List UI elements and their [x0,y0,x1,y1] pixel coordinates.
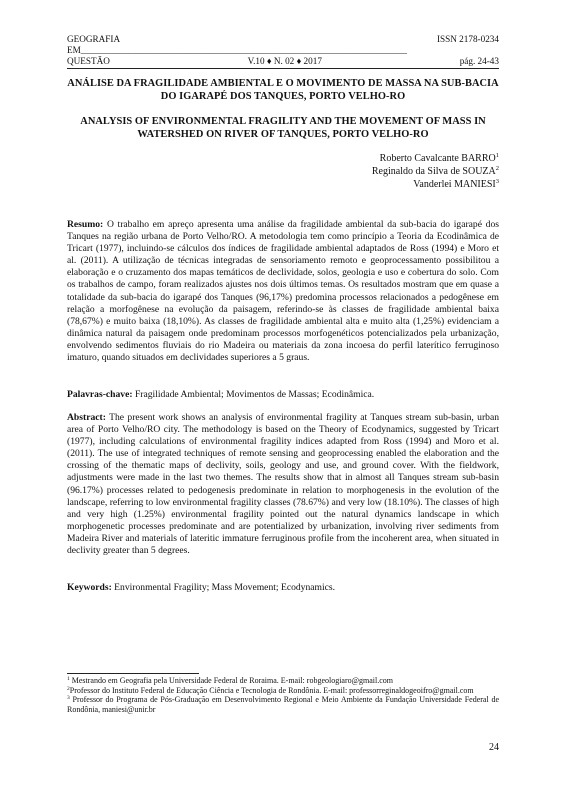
author-1: Roberto Cavalcante BARRO$^1$ [379,152,499,164]
issn: ISSN 2178-0234 [436,34,499,44]
author-list [372,152,499,191]
footnote-2: $^2$Professor do Instituto Federal de Educação Ciência e Tecnologia de Rondônia. E-mail: professorreginaldogeoifro@gmail.com [67,685,474,695]
title-english: ANALYSIS OF ENVIRONMENTAL FRAGILITY AND THE MOVEMENT OF MASS IN WATERSHED ON RIVER OF TANQUES, PORTO VELHO-RO [80,116,486,140]
header-rule [67,68,499,69]
keywords [67,582,499,594]
footnote-1: $^1$ Mestrando em Geografia pela Universidade Federal de Roraima. E-mail: robgeologiaro@gmail.com [67,676,394,685]
journal-name-line1: GEOGRAFIA [67,34,121,44]
journal-name-line3: QUESTÃO [67,56,110,66]
footnote-rule [67,673,199,674]
palavras-text: Fragilidade Ambiental; Movimentos de Massas; Ecodinâmica. [132,389,375,400]
author-3: Vanderlei MANIESI$^3$ [413,178,499,190]
keywords-label: Keywords: [67,582,112,593]
keywords-text: Environmental Fragility; Mass Movement; Ecodynamics. [111,582,336,593]
resumo-label: Resumo: [67,219,104,230]
abstract-label: Abstract: [67,412,106,423]
title-portuguese: ANÁLISE DA FRAGILIDADE AMBIENTAL E O MOVIMENTO DE MASSA NA SUB-BACIA DO IGARAPÉ DOS TANQUES, PORTO VELHO-RO [67,78,499,102]
resumo-text: O trabalho em apreço apresenta uma análise da fragilidade ambiental da sub-bacia do igarapé dos Tanques na região urbana de Porto Velho/RO. A metodologia tem como princípio a Teoria da Ecodinâmica de Tricart (1977), incluindo-se cálculos dos índices de fragilidade ambiental adaptados de Ross (1994) e Moro et al. (2011). A utilização de técnicas integradas de sensoriamento remoto e geoprocessamento possibilitou a elaboração e o cruzamento dos mapas temáticos de declividade, solos, geologia e uso e cobertura do solo. Com os trabalhos de campo, foram realizados ajustes nos dois últimos temas. Os resultados mostram que em quase a totalidade da sub-bacia do igarapé dos Tanques (96,17%) predomina processos relacionados a pedogênese em relação a morfogênese na evolução da paisagem, referindo-se às classes de fragilidade ambiental baixa (78,67%) e muito baixa (18,10%). As classes de fragilidade ambiental alta e muito alta (1,25%) evidenciam a dinâmica natural da paisagem onde predominam processos morfogenéticos potencializados pela urbanização, envolvendo sedimentos fluviais do rio Madeira ou materiais da zona incoesa do perfil laterítico ferruginoso imaturo, quando situados em declividades superiores a 5 graus. [67,219,499,364]
page-number: 24 [489,742,499,753]
author-2: Reginaldo da Silva de SOUZA$^2$ [371,165,499,177]
footnote-3: $^3$ Professor do Programa de Pós-Graduação em Desenvolvimento Regional e Meio Ambiente da Fundação Universidade Federal de Rondônia, maniesi@unir.br [67,695,499,715]
running-header [67,34,499,67]
abstract-paragraph [67,412,499,557]
volume-info: V.10 ♦ N. 02 ♦ 2017 [247,56,322,66]
footnotes [67,676,499,715]
palavras-label: Palavras-chave: [67,389,133,400]
palavras-chave [67,389,499,401]
page-range: pág. 24-43 [459,56,499,66]
journal-name-line2: EM_______________________________________________________________________ [67,45,407,55]
abstract-text: The present work shows an analysis of environmental fragility at Tanques stream sub-basin, urban area of Porto Velho/RO city. The methodology is based on the Theory of Ecodynamics, suggested by Tricart (1977), including calculations of environmental fragility indices adapted from Ross (1994) and Moro et al. (2011). The use of integrated techniques of remote sensing and geoprocessing enabled the elaboration and the crossing of the thematic maps of declivity, soils, geology and use, and ground cover. With the fieldwork, adjustments were made in the last two themes. The results show that in almost all Tanques stream sub-basin (96.17%) processes related to pedogenesis predominate in relation to morphogenesis in the evolution of the landscape, referring to low environmental fragility classes (78.67%) and very low (18.10%). The classes of high and very high (1.25%) environmental fragility pointed out the natural dynamics landscape in which morphogenetic processes predominate and are potentialized by urbanization, involving river sediments from Madeira River and materials of lateritic immature ferruginous profile from the incoherent area, when situated in declivity greater than 5 degrees. [67,412,499,557]
resumo-paragraph [67,219,499,364]
